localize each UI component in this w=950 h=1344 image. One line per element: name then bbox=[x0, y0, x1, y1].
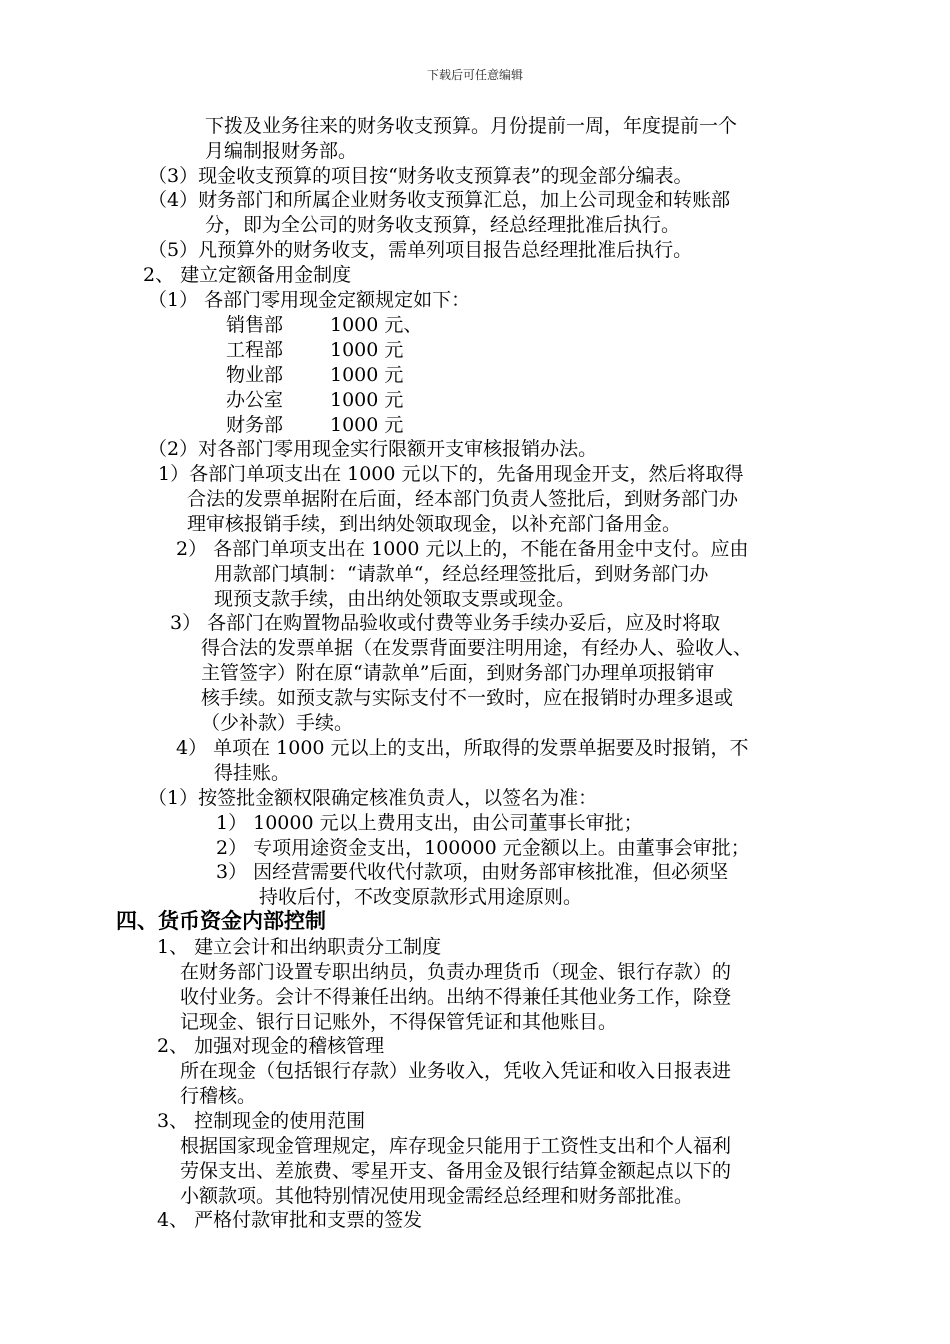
page-header: 下载后可任意编辑 bbox=[426, 68, 523, 82]
s4-2-title: 2、 加强对现金的稽核管理 bbox=[157, 1035, 385, 1057]
s4-1-title: 1、 建立会计和出纳职责分工制度 bbox=[157, 936, 442, 958]
approval-item: 3） 因经营需要代收代付款项，由财务部审核批准，但必须坚 bbox=[216, 861, 729, 883]
s4-2-body: 所在现金（包括银行存款）业务收入，凭收入凭证和收入日报表进 bbox=[180, 1060, 732, 1082]
s4-2-body: 行稽核。 bbox=[180, 1085, 257, 1107]
s4-4-title: 4、 严格付款审批和支票的签发 bbox=[157, 1209, 423, 1231]
quota-dept: 销售部 bbox=[226, 314, 284, 336]
rule-4: 4） 单项在 1000 元以上的支出，所取得的发票单据要及时报销，不 bbox=[176, 737, 749, 759]
quota-dept: 办公室 bbox=[226, 389, 284, 411]
rule-1-cont: 理审核报销手续，到出纳处领取现金，以补充部门备用金。 bbox=[187, 513, 682, 535]
quota-amount: 1000 元 bbox=[330, 389, 404, 411]
approval-item-cont: 持收后付，不改变原款形式用途原则。 bbox=[259, 886, 583, 908]
quota-row bbox=[226, 388, 403, 412]
list-item-4: （4）财务部门和所属企业财务收支预算汇总，加上公司现金和转账部 bbox=[148, 189, 731, 211]
rule-3-cont: 核手续。如预支款与实际支付不一致时，应在报销时办理多退或 bbox=[201, 687, 734, 709]
s4-3-title: 3、 控制现金的使用范围 bbox=[157, 1110, 366, 1132]
quota-dept: 物业部 bbox=[226, 364, 284, 386]
rule-1-cont: 合法的发票单据附在后面，经本部门负责人签批后，到财务部门办 bbox=[187, 488, 739, 510]
section-2-sub-2: （2）对各部门零用现金实行限额开支审核报销办法。 bbox=[148, 438, 598, 460]
approval-item: 1） 10000 元以上费用支出，由公司董事长审批； bbox=[216, 812, 643, 834]
s4-1-body: 在财务部门设置专职出纳员，负责办理货币（现金、银行存款）的 bbox=[180, 961, 732, 983]
quota-amount: 1000 元 bbox=[330, 414, 404, 436]
quota-row bbox=[226, 413, 403, 437]
approval-item: 2） 专项用途资金支出，100000 元金额以上。由董事会审批； bbox=[216, 837, 750, 859]
s4-1-body: 收付业务。会计不得兼任出纳。出纳不得兼任其他业务工作，除登 bbox=[180, 986, 732, 1008]
rule-3-cont: 得合法的发票单据（在发票背面要注明用途，有经办人、验收人、 bbox=[201, 637, 753, 659]
s4-3-body: 小额款项。其他特别情况使用现金需经总经理和财务部批准。 bbox=[180, 1185, 694, 1207]
rule-2-cont: 用款部门填制：“请款单“，经总经理签批后，到财务部门办 bbox=[214, 563, 709, 585]
quota-row bbox=[226, 363, 403, 387]
quota-amount: 1000 元 bbox=[330, 339, 404, 361]
quota-dept: 财务部 bbox=[226, 414, 284, 436]
quota-amount: 1000 元 bbox=[330, 364, 404, 386]
paragraph-line: 下拨及业务往来的财务收支预算。月份提前一周，年度提前一个 bbox=[205, 115, 738, 137]
list-item-3: （3）现金收支预算的项目按“财务收支预算表”的现金部分编表。 bbox=[148, 165, 693, 187]
s4-1-body: 记现金、银行日记账外，不得保管凭证和其他账目。 bbox=[180, 1011, 618, 1033]
approval-title: （1）按签批金额权限确定核准负责人，以签名为准： bbox=[148, 787, 598, 809]
s4-3-body: 劳保支出、差旅费、零星开支、备用金及银行结算金额起点以下的 bbox=[180, 1160, 732, 1182]
section-2-title: 2、 建立定额备用金制度 bbox=[143, 264, 352, 286]
quota-row bbox=[226, 313, 422, 337]
paragraph-line: 月编制报财务部。 bbox=[205, 140, 358, 162]
rule-3: 3） 各部门在购置物品验收或付费等业务手续办妥后，应及时将取 bbox=[170, 612, 721, 634]
list-item-5: （5）凡预算外的财务收支，需单列项目报告总经理批准后执行。 bbox=[148, 239, 693, 261]
rule-2: 2） 各部门单项支出在 1000 元以上的，不能在备用金中支付。应由 bbox=[176, 538, 749, 560]
rule-3-cont: （少补款）手续。 bbox=[201, 712, 354, 734]
rule-2-cont: 现预支款手续，由出纳处领取支票或现金。 bbox=[214, 588, 576, 610]
section-2-sub-1: （1） 各部门零用现金定额规定如下： bbox=[148, 289, 471, 311]
quota-row bbox=[226, 338, 403, 362]
rule-3-cont: 主管签字）附在原“请款单”后面，到财务部门办理单项报销审 bbox=[201, 662, 715, 684]
rule-4-cont: 得挂账。 bbox=[214, 762, 291, 784]
list-item-4-cont: 分，即为全公司的财务收支预算，经总经理批准后执行。 bbox=[205, 214, 681, 236]
quota-dept: 工程部 bbox=[226, 339, 284, 361]
quota-amount: 1000 元、 bbox=[330, 314, 423, 336]
s4-3-body: 根据国家现金管理规定，库存现金只能用于工资性支出和个人福利 bbox=[180, 1135, 732, 1157]
section-4-heading: 四、货币资金内部控制 bbox=[116, 908, 326, 933]
rule-1: 1）各部门单项支出在 1000 元以下的，先备用现金开支，然后将取得 bbox=[158, 463, 744, 485]
